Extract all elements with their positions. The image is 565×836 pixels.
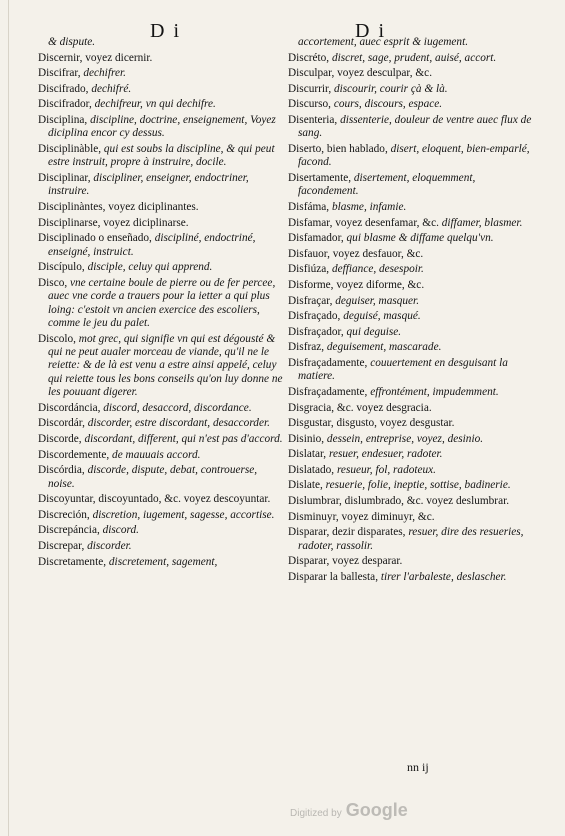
entry-headword: Disfamador, xyxy=(288,232,344,245)
dictionary-entry xyxy=(38,67,283,80)
entry-translation: resuer, endesuer, radoter. xyxy=(328,448,443,461)
entry-translation: discipline, doctrine, enseignement, Voyez diciplina encor cy dessus. xyxy=(48,113,276,140)
entry-headword: Dislate, xyxy=(288,479,323,492)
entry-translation: qui blasme & diffame quelqu'vn. xyxy=(346,232,494,245)
signature-mark: nn ij xyxy=(407,760,429,774)
entry-headword: Disfamar, voyez desenfamar, &c. xyxy=(288,216,439,229)
entry-translation: resuerie, folie, ineptie, sottise, badinerie. xyxy=(325,479,511,492)
entry-headword: Discordáncia, xyxy=(38,401,101,414)
dictionary-entry xyxy=(38,417,283,430)
entry-translation: discourir, courir çà & là. xyxy=(333,82,448,95)
entry-translation: discipliner, enseigner, endoctriner, instruire. xyxy=(48,171,249,198)
entry-headword: Discrepáncia, xyxy=(38,524,100,537)
entry-headword: Discordár, xyxy=(38,417,85,430)
entry-headword: Discreción, xyxy=(38,508,90,521)
entry-translation: discorde, dispute, debat, controuerse, noise. xyxy=(48,464,258,490)
dictionary-entry xyxy=(288,341,533,354)
entry-headword: Discorde, xyxy=(38,432,82,445)
entry-translation: qui deguise. xyxy=(346,325,402,338)
dictionary-entry xyxy=(38,402,283,415)
dictionary-entry xyxy=(38,449,283,462)
entry-translation: discord. xyxy=(102,524,139,537)
watermark-brand: Google xyxy=(345,800,408,820)
entry-headword: Discurrir, xyxy=(288,82,332,95)
dictionary-entry xyxy=(288,248,533,261)
dictionary-entry xyxy=(38,143,283,170)
dictionary-entry xyxy=(38,556,283,569)
dictionary-entry xyxy=(288,357,533,384)
entry-translation: deguisement, mascarade. xyxy=(326,341,442,354)
dictionary-entry xyxy=(38,114,283,141)
dictionary-entry xyxy=(288,511,533,524)
left-column xyxy=(38,36,283,571)
entry-headword: Discolo, xyxy=(38,332,76,345)
entry-translation: deguiser, masquer. xyxy=(335,294,420,307)
entry-headword: Disfraçadamente, xyxy=(288,356,368,369)
entry-translation: discord, desaccord, discordance. xyxy=(103,401,252,414)
entry-headword: Disforme, voyez diforme, &c. xyxy=(288,278,425,291)
dictionary-entry xyxy=(288,464,533,477)
entry-headword: Disciplina, xyxy=(38,113,88,126)
entry-translation: diffamer, blasmer. xyxy=(441,216,523,229)
entry-headword: Disenteria, xyxy=(288,113,338,126)
dictionary-entry xyxy=(288,495,533,508)
entry-translation: vne certaine boule de pierre ou de fer percee, auec vne corde a trauers pour la ietter a qui plus loing: c'estoit vn ancien exercice des escoliers, comme le jeu du palet. xyxy=(48,276,276,329)
dictionary-entry xyxy=(38,261,283,274)
entry-translation: tirer l'arbaleste, deslascher. xyxy=(380,570,507,583)
dictionary-entry xyxy=(288,114,533,141)
dictionary-entry xyxy=(38,36,283,49)
entry-headword: Disfraçar, xyxy=(288,294,333,307)
entry-translation: blasme, infamie. xyxy=(331,200,407,213)
dictionary-entry xyxy=(288,448,533,461)
entry-translation: cours, discours, espace. xyxy=(333,98,443,111)
entry-headword: Disgracia, &c. voyez desgracia. xyxy=(288,401,432,414)
dictionary-entry xyxy=(288,310,533,323)
entry-headword: Disparar, voyez desparar. xyxy=(288,555,403,568)
entry-headword: Disculpar, voyez desculpar, &c. xyxy=(288,67,433,80)
entry-translation: qui est soubs la discipline, & qui peut estre instruit, propre à instruire, docile. xyxy=(48,142,275,169)
entry-headword: Disfraçadamente, xyxy=(288,385,368,398)
dictionary-entry xyxy=(288,172,533,199)
entry-headword: Disertamente, xyxy=(288,171,352,184)
entry-translation: resueur, fol, radoteux. xyxy=(336,463,436,476)
entry-translation: discretion, iugement, sagesse, accortise. xyxy=(92,508,275,521)
watermark-prefix: Digitized by xyxy=(290,808,342,819)
digitized-watermark xyxy=(290,800,408,821)
dictionary-entry xyxy=(38,201,283,214)
entry-translation: dechifrer. xyxy=(83,67,126,80)
dictionary-entry xyxy=(288,326,533,339)
entry-headword: Discórdia, xyxy=(38,464,85,477)
entry-headword: Dislatado, xyxy=(288,463,335,476)
dictionary-entry xyxy=(288,143,533,170)
entry-translation: dechifreur, vn qui dechifre. xyxy=(94,98,216,111)
entry-headword: Disgustar, disgusto, voyez desgustar. xyxy=(288,417,455,430)
running-head-left: D i xyxy=(150,20,181,42)
entry-headword: Discretamente, xyxy=(38,555,107,568)
dictionary-entry xyxy=(288,201,533,214)
dictionary-entry xyxy=(288,232,533,245)
dictionary-entry xyxy=(38,52,283,65)
entry-translation: disertement, eloquemment, facondement. xyxy=(298,171,476,198)
dictionary-entry xyxy=(288,83,533,96)
dictionary-entry xyxy=(288,217,533,230)
entry-headword: Disfraz, xyxy=(288,341,325,354)
dictionary-entry xyxy=(38,217,283,230)
dictionary-entry xyxy=(288,263,533,276)
dictionary-entry xyxy=(38,540,283,553)
dictionary-entry xyxy=(38,524,283,537)
dictionary-entry xyxy=(288,36,533,49)
entry-headword: Disfraçador, xyxy=(288,325,344,338)
entry-translation: resuer, dire des resueries, radoter, rassolir. xyxy=(298,526,524,552)
dictionary-entry xyxy=(288,67,533,80)
entry-translation: disciple, celuy qui apprend. xyxy=(87,261,213,274)
entry-headword: Discoyuntar, discoyuntado, &c. voyez descoyuntar. xyxy=(38,493,271,506)
entry-translation: deguisé, masqué. xyxy=(343,310,421,323)
entry-headword: Dislumbrar, dislumbrado, &c. voyez deslumbrar. xyxy=(288,495,510,508)
entry-headword: Disparar la ballesta, xyxy=(288,570,379,583)
dictionary-entry xyxy=(38,493,283,506)
entry-headword: Discurso, xyxy=(288,98,331,111)
entry-headword: Discifrador, xyxy=(38,98,92,111)
dictionary-entry xyxy=(38,277,283,331)
entry-translation: disert, eloquent, bien-emparlé, facond. xyxy=(298,142,530,169)
dictionary-entry xyxy=(288,52,533,65)
dictionary-entry xyxy=(288,98,533,111)
dictionary-entry xyxy=(288,402,533,415)
entry-headword: Disfauor, voyez desfauor, &c. xyxy=(288,247,424,260)
entry-headword: Disco, xyxy=(38,276,68,289)
entry-translation: discorder, estre discordant, desaccorder. xyxy=(87,417,270,430)
entry-headword: Discréto, xyxy=(288,51,330,64)
entry-translation: effrontément, impudemment. xyxy=(370,385,499,398)
entry-headword: Disminuyr, voyez diminuyr, &c. xyxy=(288,510,435,523)
entry-headword: Discípulo, xyxy=(38,261,85,274)
entry-translation: dissenterie, douleur de ventre auec flux de sang. xyxy=(298,113,532,140)
entry-translation: dessein, entreprise, voyez, desinio. xyxy=(326,432,484,445)
dictionary-entry xyxy=(38,172,283,199)
dictionary-entry xyxy=(288,279,533,292)
entry-translation: discretement, sagement, xyxy=(108,555,218,568)
entry-headword: Disfraçado, xyxy=(288,310,341,323)
entry-headword: Diserto, bien hablado, xyxy=(288,142,388,155)
entry-headword: Disciplinàble, xyxy=(38,142,102,155)
entry-headword: Discordemente, xyxy=(38,448,110,461)
entry-translation: couuertement en desguisant la matiere. xyxy=(298,356,508,383)
dictionary-entry xyxy=(38,433,283,446)
dictionary-entry xyxy=(288,479,533,492)
dictionary-entry xyxy=(288,555,533,568)
entry-headword: Disciplinarse, voyez diciplinarse. xyxy=(38,216,189,229)
entry-translation: de mauuais accord. xyxy=(112,448,201,461)
dictionary-entry xyxy=(288,526,533,553)
entry-translation: deffiance, desespoir. xyxy=(331,263,424,276)
entry-translation: discordant, different, qui n'est pas d'accord. xyxy=(84,432,283,445)
page-edge xyxy=(8,0,9,836)
entry-headword: Discernir, voyez dicernir. xyxy=(38,51,153,64)
entry-headword: Disparar, dezir disparates, xyxy=(288,526,406,539)
entry-headword: Disciplinàntes, voyez diciplinantes. xyxy=(38,200,199,213)
entry-translation: discipliné, endoctriné, enseigné, instruict. xyxy=(48,232,256,258)
entry-translation: & dispute. xyxy=(48,36,96,48)
dictionary-entry xyxy=(38,333,283,400)
dictionary-entry xyxy=(38,98,283,111)
entry-translation: accortement, auec esprit & iugement. xyxy=(298,36,469,48)
dictionary-entry xyxy=(38,83,283,96)
entry-translation: mot grec, qui signifie vn qui est dégousté & qui ne peut aualer morceau de viande, qu'il ne le reiette: & de là est venu a estre ainsi appelé, celuy qui reiette tous les bons conseils qu'on luy donne ne les pouuant digerer. xyxy=(48,332,283,399)
entry-headword: Discifrado, xyxy=(38,82,89,95)
entry-translation: dechifré. xyxy=(91,82,132,95)
dictionary-entry xyxy=(288,295,533,308)
dictionary-entry xyxy=(38,464,283,491)
right-column xyxy=(288,36,533,586)
running-head-right: D i xyxy=(355,20,386,42)
entry-headword: Disciplinar, xyxy=(38,171,91,184)
entry-headword: Discifrar, xyxy=(38,67,81,80)
entry-headword: Disciplinado o enseñado, xyxy=(38,232,152,245)
dictionary-entry xyxy=(288,571,533,584)
entry-translation: discorder. xyxy=(87,539,132,552)
dictionary-entry xyxy=(38,232,283,259)
entry-headword: Disinio, xyxy=(288,432,325,445)
dictionary-entry xyxy=(288,417,533,430)
entry-translation: discret, sage, prudent, auisé, accort. xyxy=(331,51,497,64)
entry-headword: Discrepar, xyxy=(38,539,85,552)
dictionary-entry xyxy=(288,433,533,446)
entry-headword: Disfiúza, xyxy=(288,263,330,276)
dictionary-entry xyxy=(288,386,533,399)
entry-headword: Disfáma, xyxy=(288,200,330,213)
entry-headword: Dislatar, xyxy=(288,448,327,461)
dictionary-entry xyxy=(38,509,283,522)
